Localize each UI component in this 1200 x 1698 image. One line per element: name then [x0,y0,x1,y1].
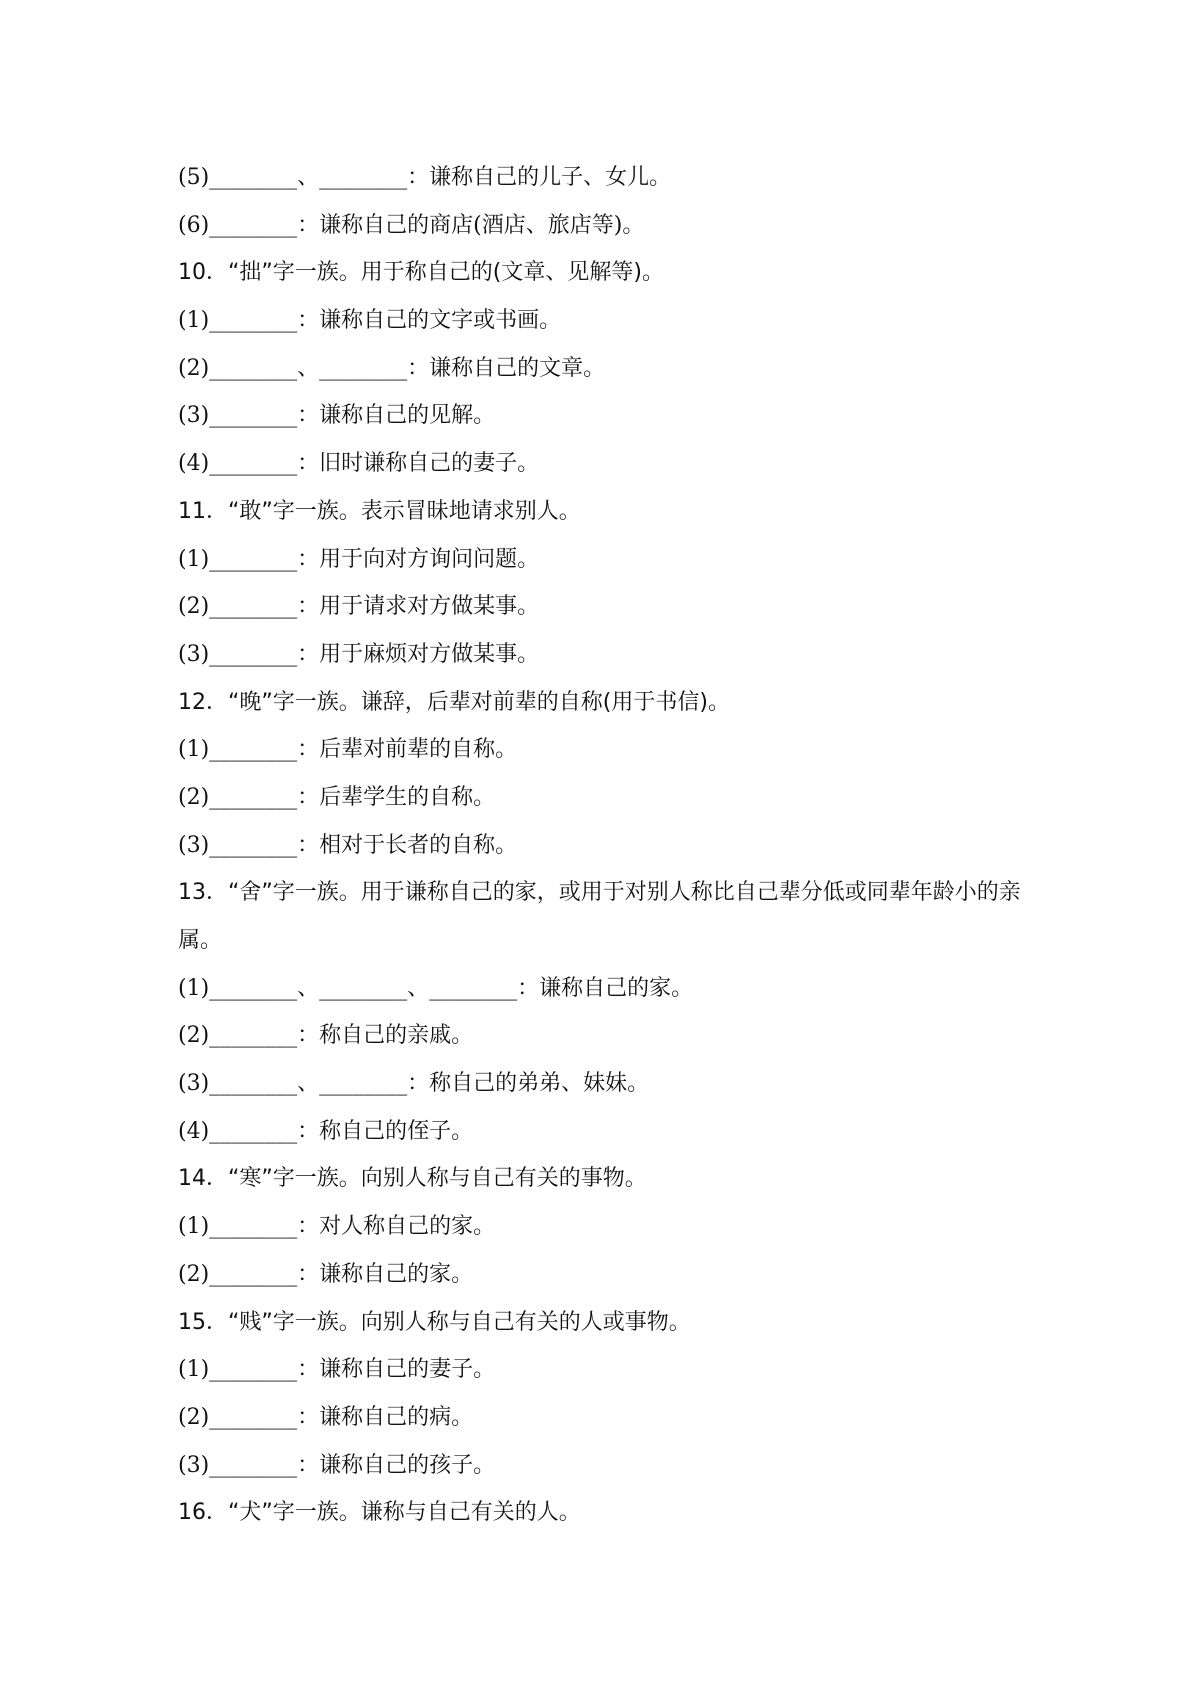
fill-blank-item: (1)________：谦称自己的文字或书画。 [178,308,562,334]
fill-blank-item: (1)________：谦称自己的妻子。 [178,1357,496,1383]
section-heading-16: 16．“犬”字一族。谦称与自己有关的人。 [178,1500,581,1526]
fill-blank-item: (1)________：后辈对前辈的自称。 [178,737,518,763]
section-heading-12: 12．“晚”字一族。谦辞，后辈对前辈的自称(用于书信)。 [178,689,730,715]
fill-blank-item: (3)________：用于麻烦对方做某事。 [178,641,540,667]
fill-blank-item: (3)________：相对于长者的自称。 [178,832,518,858]
fill-blank-item: (1)________：用于向对方询问问题。 [178,546,540,572]
fill-blank-item: (3)________：谦称自己的见解。 [178,403,496,429]
section-heading-13: 13．“舍”字一族。用于谦称自己的家，或用于对别人称比自己辈分低或同辈年龄小的亲属。 [178,880,1021,954]
fill-blank-item: (2)________、________：谦称自己的文章。 [178,355,606,381]
fill-blank-item: (3)________：谦称自己的孩子。 [178,1452,496,1478]
fill-blank-item: (2)________：后辈学生的自称。 [178,784,496,810]
section-heading-10: 10．“拙”字一族。用于称自己的(文章、见解等)。 [178,260,664,286]
fill-blank-item: (2)________：用于请求对方做某事。 [178,594,540,620]
fill-blank-item: (1)________、________、________：谦称自己的家。 [178,975,694,1001]
fill-blank-item: (4)________：旧时谦称自己的妻子。 [178,451,540,477]
fill-blank-item: (4)________：称自己的侄子。 [178,1118,474,1144]
section-heading-14: 14．“寒”字一族。向别人称与自己有关的事物。 [178,1166,647,1192]
fill-blank-item: (1)________：对人称自己的家。 [178,1214,496,1240]
fill-blank-item: (2)________：谦称自己的家。 [178,1261,474,1287]
section-heading-11: 11．“敢”字一族。表示冒昧地请求别人。 [178,498,581,524]
document-body [178,154,1058,1537]
fill-blank-item: (6)________：谦称自己的商店(酒店、旅店等)。 [178,212,645,238]
fill-blank-item: (2)________：谦称自己的病。 [178,1404,474,1430]
fill-blank-item: (5)________、________：谦称自己的儿子、女儿。 [178,165,672,190]
fill-blank-item: (2)________：称自己的亲戚。 [178,1023,474,1049]
fill-blank-item: (3)________、________：称自己的弟弟、妹妹。 [178,1071,650,1097]
section-heading-15: 15．“贱”字一族。向别人称与自己有关的人或事物。 [178,1309,691,1335]
